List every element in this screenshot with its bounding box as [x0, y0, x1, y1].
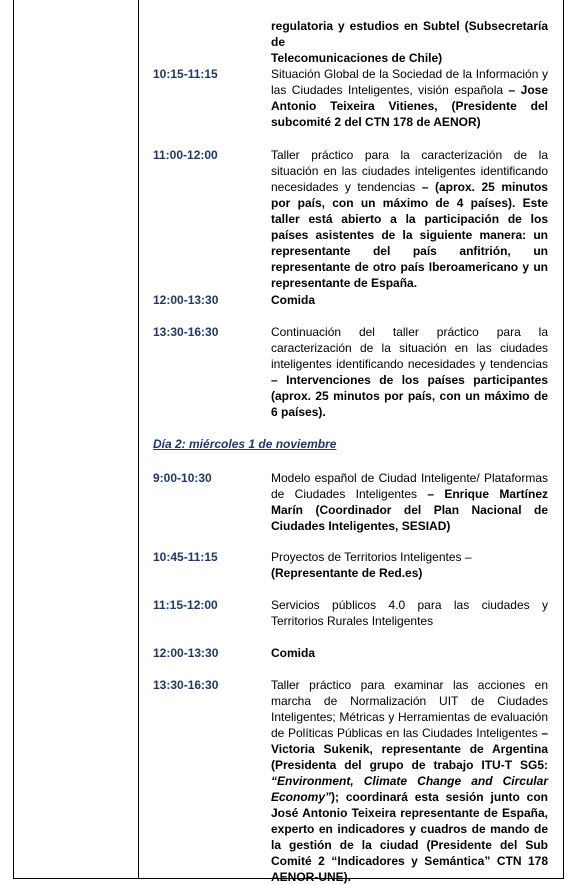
session-description: Continuación del taller práctico para la caracterización de la situación en las ciudades inteligentes identificando necesidades y tendencias – Intervenciones de los países participantes (aprox. 25 minutos por país, con un máximo de 6 países). [271, 325, 548, 419]
session-time: 11:00-12:00 [153, 148, 218, 162]
day2-heading: Día 2: miércoles 1 de noviembre [153, 437, 337, 451]
session-time: 9:00-10:30 [153, 471, 212, 485]
session-description: Servicios públicos 4.0 para las ciudades y Territorios Rurales Inteligentes [271, 598, 548, 628]
session-description: Situación Global de la Sociedad de la Información y las Ciudades Inteligentes, visión española – Jose Antonio Teixeira Vitienes, (Presidente del subcomité 2 del CTN 178 de AENOR) [271, 67, 549, 129]
session-description: Comida [271, 646, 316, 660]
session-time: 12:00-13:30 [153, 293, 219, 307]
continuation-text: regulatoria y estudios en Subtel (Subsecretaría de Telecomunicaciones de Chile) [271, 19, 548, 65]
session-description: Taller práctico para la caracterización de la situación en las ciudades inteligentes identificando necesidades y tendencias – (aprox. 25 minutos por país, con un máximo de 4 países). Este taller está abierto a la participación de los países asistentes de la siguiente manera: un representante del país anfitrión, un representante de otro país Iberoamericano y un representante de España. [271, 148, 548, 290]
column-divider [138, 0, 139, 878]
session-time: 12:00-13:30 [153, 646, 219, 660]
session-description: Comida [271, 293, 316, 307]
session-time: 13:30-16:30 [153, 678, 219, 692]
session-time: 11:15-12:00 [153, 598, 218, 612]
session-time: 10:45-11:15 [153, 550, 218, 564]
session-time: 13:30-16:30 [153, 325, 219, 339]
session-description: Modelo español de Ciudad Inteligente/ Plataformas de Ciudades Inteligentes – Enrique Martínez Marín (Coordinador del Plan Nacional de Ciudades Inteligentes, SESIAD) [271, 471, 548, 533]
session-description: Taller práctico para examinar las acciones en marcha de Normalización UIT de Ciudades Inteligentes; Métricas y Herramientas de evaluación de Políticas Públicas en las Ciudades Inteligentes – Victoria Sukenik, representante de Argentina (Presidenta del grupo de trabajo ITU-T SG5: “Environment, Climate Change and Circular Economy”); coordinará esta sesión junto con José Antonio Teixeira representante de España, experto en indicadores y cuadros de mando de la gestión de la ciudad (Presidente del Sub Comité 2 “Indicadores y Semántica” CTN 178 AENOR-UNE). [271, 678, 548, 884]
session-time: 10:15-11:15 [153, 67, 218, 81]
session-description: Proyectos de Territorios Inteligentes – (Representante de Red.es) [271, 550, 472, 580]
